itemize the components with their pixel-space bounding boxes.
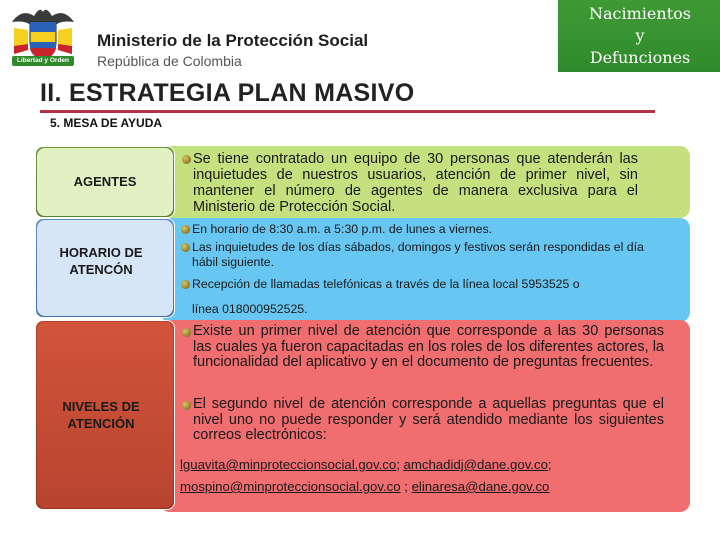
horario-bullet-1: En horario de 8:30 a.m. a 5:30 p.m. de lunes a viernes. <box>192 222 493 236</box>
bullet-icon <box>181 243 190 252</box>
logo-box <box>0 0 90 72</box>
country-name: República de Colombia <box>97 53 242 69</box>
section-tag-line-2: y <box>635 26 645 45</box>
bullet-icon <box>182 401 191 410</box>
title-underline <box>40 110 655 113</box>
header-bar <box>0 0 720 74</box>
support-emails: lguavita@minproteccionsocial.gov.co; amchadidj@dane.gov.co; mospino@minproteccionsocial.gov.co ; elinaresa@dane.gov.co <box>180 457 552 494</box>
niveles-label: NIVELES DE ATENCIÓN <box>62 399 140 431</box>
section-tag-line-3: Defunciones <box>589 48 691 67</box>
bullet-icon <box>181 280 190 289</box>
section-tag-line-1: Nacimientos <box>589 4 691 23</box>
bullet-icon <box>182 328 191 337</box>
horario-label: HORARIO DE ATENCÓN <box>59 245 143 277</box>
agentes-label: AGENTES <box>73 174 137 189</box>
section-subheading: 5. MESA DE AYUDA <box>50 116 163 130</box>
email-link[interactable]: lguavita@minproteccionsocial.gov.co <box>180 457 397 472</box>
horario-bullet-3: Recepción de llamadas telefónicas a través de la línea local 5953525 o <box>192 277 580 291</box>
horario-bullet-3-continued: línea 018000952525. <box>192 302 308 316</box>
email-link[interactable]: mospino@minproteccionsocial.gov.co <box>180 479 401 494</box>
agentes-bullet-1: Se tiene contratado un equipo de 30 personas que atenderán las inquietudes de nuestros usuarios, atención de primer nivel, sin mantener el número de agentes de manera exclusiva para el Ministerio de Protección Social. <box>193 151 638 215</box>
email-link[interactable]: amchadidj@dane.gov.co <box>403 457 548 472</box>
horario-bullet-2: Las inquietudes de los días sábados, domingos y festivos serán respondidas el día hábil siguiente. <box>192 240 644 269</box>
ministry-name: Ministerio de la Protección Social <box>97 31 369 50</box>
bullet-icon <box>181 225 190 234</box>
email-link[interactable]: elinaresa@dane.gov.co <box>411 479 550 494</box>
page-title: II. ESTRATEGIA PLAN MASIVO <box>40 79 415 107</box>
section-tag <box>560 0 720 72</box>
niveles-bullet-1: Existe un primer nivel de atención que corresponde a las 30 personas las cuales ya fueron capacitadas en los roles de los diferentes actores, la funcionalidad del aplicativo y en el documento de preguntas frecuentes. <box>193 323 664 370</box>
bullet-icon <box>182 155 191 164</box>
niveles-bullet-2: El segundo nivel de atención corresponde a aquellas preguntas que el nivel uno no puede responder y será atendido mediante los siguientes correos electrónicos: <box>193 396 664 443</box>
logo-caption: Libertad y Orden <box>16 57 69 64</box>
